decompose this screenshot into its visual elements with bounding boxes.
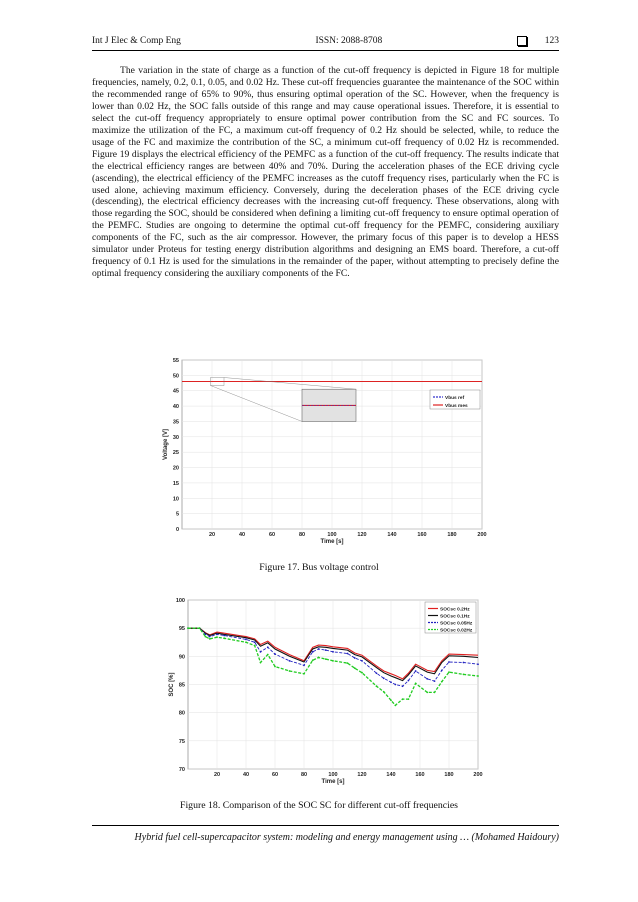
data-point: [390, 681, 392, 683]
y-tick-label: 10: [172, 496, 179, 503]
figure-18: [0, 592, 638, 792]
journal-name: Int J Elec & Comp Eng: [92, 36, 181, 46]
y-tick-label: 55: [172, 358, 179, 364]
data-point: [426, 678, 428, 680]
y-tick-label: 80: [178, 710, 185, 717]
data-point: [332, 660, 334, 662]
x-tick-label: 100: [327, 532, 337, 538]
data-point: [441, 681, 443, 683]
data-point: [408, 680, 410, 682]
x-axis-label: Time [s]: [320, 539, 344, 545]
data-point: [303, 673, 305, 675]
y-axis-label: Voltage [V]: [163, 429, 169, 460]
x-tick-label: 180: [444, 772, 454, 778]
data-point: [394, 684, 396, 686]
x-tick-label: 80: [300, 772, 308, 778]
data-point: [223, 635, 225, 637]
data-point: [245, 639, 247, 641]
soc-comparison-chart: [0, 592, 638, 792]
y-tick-label: 0: [175, 527, 179, 533]
y-tick-label: 100: [175, 598, 185, 604]
data-point: [267, 646, 269, 648]
data-point: [426, 691, 428, 693]
data-point: [289, 670, 291, 672]
data-point: [254, 645, 256, 647]
figure-18-caption: Figure 18. Comparison of the SOC SC for different cut-off frequencies: [180, 800, 458, 811]
y-tick-label: 5: [175, 511, 179, 518]
x-tick-label: 60: [268, 532, 276, 538]
data-point: [332, 651, 334, 653]
header-right: [517, 36, 559, 46]
data-point: [376, 672, 378, 674]
y-tick-label: 35: [172, 419, 179, 426]
data-point: [361, 672, 363, 674]
bus-voltage-chart: [0, 352, 638, 552]
x-axis-label: Time [s]: [321, 779, 345, 785]
x-tick-label: 200: [473, 772, 483, 778]
y-tick-label: 20: [172, 465, 179, 472]
x-tick-label: 40: [242, 772, 250, 778]
x-tick-label: 140: [386, 772, 396, 778]
x-tick-label: 140: [387, 532, 397, 538]
header-rule: [92, 50, 559, 51]
data-point: [325, 658, 327, 660]
legend-entry: SOCsc 0.1Hz: [440, 614, 470, 620]
data-point: [209, 636, 211, 638]
data-point: [245, 641, 247, 643]
data-point: [477, 675, 479, 677]
y-tick-label: 70: [178, 767, 185, 773]
legend-entry: SOCsc 0.05Hz: [440, 621, 473, 627]
data-point: [402, 685, 404, 687]
data-point: [318, 657, 320, 659]
data-point: [448, 671, 450, 673]
data-point: [303, 664, 305, 666]
data-point: [361, 660, 363, 662]
y-tick-label: 40: [172, 404, 179, 411]
y-tick-label: 90: [178, 654, 185, 661]
data-point: [260, 651, 262, 653]
y-tick-label: 50: [172, 373, 179, 380]
x-tick-label: 200: [477, 532, 487, 538]
data-point: [463, 662, 465, 664]
data-point: [402, 698, 404, 700]
data-point: [274, 666, 276, 668]
legend-entry: Vbus ref: [445, 396, 465, 401]
x-tick-label: 80: [298, 532, 306, 538]
legend-entry: SOCsc 0.2Hz: [440, 607, 470, 613]
data-point: [267, 654, 269, 656]
y-tick-label: 25: [172, 450, 179, 457]
data-point: [260, 662, 262, 664]
data-point: [448, 661, 450, 663]
x-tick-label: 160: [415, 772, 425, 778]
issn: ISSN: 2088-8708: [315, 36, 383, 46]
data-point: [394, 704, 396, 706]
x-tick-label: 20: [213, 772, 221, 778]
x-tick-label: 180: [447, 532, 457, 538]
y-tick-label: 75: [178, 738, 185, 745]
data-point: [354, 657, 356, 659]
y-tick-label: 45: [172, 388, 179, 395]
x-tick-label: 120: [357, 772, 367, 778]
data-point: [187, 627, 189, 629]
x-tick-label: 120: [357, 532, 367, 538]
data-point: [223, 637, 225, 639]
y-tick-label: 85: [178, 682, 185, 689]
data-point: [376, 685, 378, 687]
data-point: [254, 641, 256, 643]
x-tick-label: 160: [417, 532, 427, 538]
running-header: [92, 34, 559, 48]
figure-17-caption: Figure 17. Bus voltage control: [259, 562, 379, 573]
data-point: [441, 670, 443, 672]
data-point: [205, 636, 207, 638]
data-point: [477, 663, 479, 665]
data-point: [415, 670, 417, 672]
legend-entry: SOCsc 0.02Hz: [440, 628, 473, 634]
data-point: [289, 660, 291, 662]
data-point: [274, 653, 276, 655]
x-tick-label: 40: [238, 532, 246, 538]
data-point: [354, 667, 356, 669]
x-tick-label: 100: [328, 772, 338, 778]
data-point: [312, 659, 314, 661]
data-point: [383, 677, 385, 679]
figure-17: [0, 352, 638, 552]
data-point: [463, 673, 465, 675]
data-point: [415, 682, 417, 684]
data-point: [312, 651, 314, 653]
body-paragraph: The variation in the state of charge as a function of the cut-off frequency is depicted in Figure 18 for multiple frequencies, namely, 0.2, 0.1, 0.05, and 0.02 Hz. These cut-off frequencies guarantee the maintenance of the SOC within the recommended range of 65% to 90%, thus ensuring optimal operation of the SC. However, when the frequency is lower than 0.02 Hz, the SOC falls outside of this range and may cause operational issues. Therefore, it is essential to select the cut-off frequency appropriately to ensure optimal power contribution from the SC and FC sources. To maximize the utilization of the FC, a maximum cut-off frequency of 0.2 Hz should be selected, while, to reduce the usage of the FC and maximize the contribution of the SC, a minimum cut-off frequency of 0.02 Hz is recommended. Figure 19 displays the electrical efficiency of the PEMFC as a function of the cut-off frequency. The results indicate that the electrical efficiency ranges are between 40% and 70%. During the acceleration phases of the ECE driving cycle (ascending), the electrical efficiency of the PEMFC increases as the cutoff frequency rises, particularly when the FC is used alone, achieving maximum efficiency. Conversely, during the deceleration phases of the ECE driving cycle (descending), the electrical efficiency decreases with the increasing cut-off frequency. These observations, along with those regarding the SOC, should be considered when defining a limiting cut-off frequency to ensure optimal operation of the PEMFC. Studies are ongoing to determine the optimal cut-off frequency for the PEMFC, considering auxiliary components of the FC, such as the air compressor. However, the primary focus of this paper is to develop a HESS simulator under Proteus for testing energy distribution algorithms and designing an EMS board. Therefore, a cut-off frequency of 0.1 Hz is used for the simulations in the remainder of the paper, without attempting to precisely define the optimal frequency considering the auxiliary components of the FC.: [92, 65, 559, 280]
y-tick-label: 30: [172, 434, 179, 441]
legend-entry: Vbus mes: [445, 404, 468, 409]
page-number: 123: [544, 36, 559, 46]
y-axis-label: SOC [%]: [169, 672, 175, 697]
footer-rule: [92, 825, 559, 826]
data-point: [199, 627, 201, 629]
y-tick-label: 15: [172, 480, 179, 487]
x-tick-label: 20: [208, 532, 216, 538]
checkbox-square-icon: [517, 36, 527, 46]
y-tick-label: 95: [178, 626, 185, 633]
data-point: [347, 653, 349, 655]
data-point: [325, 649, 327, 651]
data-point: [318, 648, 320, 650]
data-point: [383, 691, 385, 693]
data-point: [408, 698, 410, 700]
running-footer: Hybrid fuel cell-supercapacitor system: modeling and energy management using … (Mohamed Haidoury): [134, 832, 559, 843]
data-point: [434, 691, 436, 693]
data-point: [434, 680, 436, 682]
data-point: [209, 638, 211, 640]
data-point: [216, 636, 218, 638]
data-point: [390, 699, 392, 701]
data-point: [347, 662, 349, 664]
data-point: [216, 633, 218, 635]
x-tick-label: 60: [271, 772, 279, 778]
